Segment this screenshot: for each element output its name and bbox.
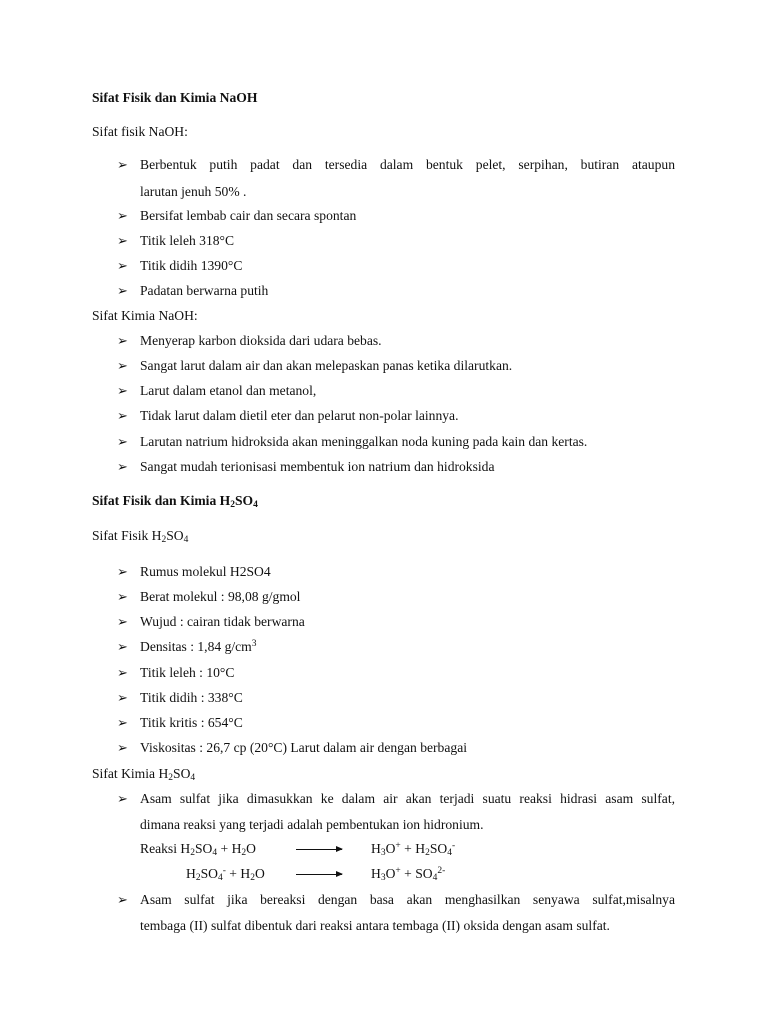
naoh-kimia-heading: Sifat Kimia NaOH: [92, 308, 198, 323]
naoh-title: Sifat Fisik dan Kimia NaOH [92, 90, 258, 105]
bullet-arrow-icon: ➢ [117, 715, 128, 730]
bullet-arrow-icon: ➢ [117, 233, 128, 248]
reaction-arrow-icon [296, 849, 342, 850]
bullet-arrow-icon: ➢ [117, 459, 128, 474]
list-item-text: Rumus molekul H2SO4 [140, 564, 271, 579]
bullet-arrow-icon: ➢ [117, 614, 128, 629]
list-item-text: Asam sulfat jika dimasukkan ke dalam air akan terjadi suatu reaksi hidrasi asam sulfat, [140, 791, 675, 806]
list-item-text: Bersifat lembab cair dan secara spontan [140, 208, 357, 223]
bullet-arrow-icon: ➢ [117, 740, 128, 755]
list-item-text: Wujud : cairan tidak berwarna [140, 614, 305, 629]
bullet-arrow-icon: ➢ [117, 665, 128, 680]
naoh-fisik-item-1 [117, 156, 675, 200]
h2so4-kimia-heading: Sifat Kimia $H_2SO_4$ [92, 766, 196, 783]
bullet-arrow-icon: ➢ [117, 208, 128, 223]
list-item-text: Berat molekul : 98,08 g/gmol [140, 589, 301, 604]
bullet-arrow-icon: ➢ [117, 639, 128, 654]
h2so4-kimia-item-2 [117, 891, 675, 935]
bullet-arrow-icon: ➢ [117, 358, 128, 373]
h2so4-fisik-heading: Sifat Fisik $H_2SO_4$ [92, 528, 189, 545]
reaction-arrow-icon [296, 874, 342, 875]
list-item-text: Sangat mudah terionisasi membentuk ion natrium dan hidroksida [140, 459, 495, 474]
reaction-1-reactants: Reaksi $H_2SO_4 + H_2O$ [140, 841, 256, 858]
list-item-text: Titik didih : 338°C [140, 690, 243, 705]
list-item-text: Densitas : 1,84 $g/cm^3$ [140, 639, 257, 654]
bullet-arrow-icon: ➢ [117, 333, 128, 348]
list-item-text-cont: dimana reaksi yang terjadi adalah pembentukan ion hidronium. [140, 817, 484, 832]
reaction-1-products: $H_3O^+ + H_2SO_4^-$ [371, 841, 456, 858]
list-item-text: Larut dalam etanol dan metanol, [140, 383, 317, 398]
bullet-arrow-icon: ➢ [117, 157, 128, 172]
bullet-arrow-icon: ➢ [117, 564, 128, 579]
list-item-text: Larutan natrium hidroksida akan meninggalkan noda kuning pada kain dan kertas. [140, 434, 588, 449]
list-item-text: Viskositas : 26,7 cp (20°C) Larut dalam air dengan berbagai [140, 740, 467, 755]
bullet-arrow-icon: ➢ [117, 589, 128, 604]
h2so4-kimia-item-1 [117, 790, 675, 834]
bullet-arrow-icon: ➢ [117, 690, 128, 705]
list-item-text: Tidak larut dalam dietil eter dan pelarut non-polar lainnya. [140, 408, 459, 423]
reaction-2-reactants: $H_2SO_4^- + H_2O$ [186, 866, 265, 883]
bullet-arrow-icon: ➢ [117, 258, 128, 273]
bullet-arrow-icon: ➢ [117, 892, 128, 907]
list-item-text: Menyerap karbon dioksida dari udara bebas. [140, 333, 382, 348]
naoh-fisik-heading: Sifat fisik NaOH: [92, 124, 188, 139]
list-item-text: Titik didih 1390°C [140, 258, 243, 273]
bullet-arrow-icon: ➢ [117, 383, 128, 398]
reaction-2-products: $H_3O^+ + SO_4^{2-}$ [371, 866, 446, 883]
bullet-arrow-icon: ➢ [117, 408, 128, 423]
bullet-arrow-icon: ➢ [117, 791, 128, 806]
list-item-text: Titik leleh : 10°C [140, 665, 235, 680]
list-item-text: Asam sulfat jika bereaksi dengan basa akan menghasilkan senyawa sulfat,misalnya [140, 892, 675, 907]
h2so4-title: Sifat Fisik dan Kimia $H_2SO_4$ [92, 493, 258, 510]
list-item-text-cont: larutan jenuh 50% . [140, 184, 247, 199]
list-item-text: Berbentuk putih padat dan tersedia dalam bentuk pelet, serpihan, butiran ataupun [140, 157, 675, 172]
list-item-text-cont: tembaga (II) sulfat dibentuk dari reaksi antara tembaga (II) oksida dengan asam sulfat. [140, 918, 610, 933]
bullet-arrow-icon: ➢ [117, 434, 128, 449]
bullet-arrow-icon: ➢ [117, 283, 128, 298]
list-item-text: Titik kritis : 654°C [140, 715, 243, 730]
list-item-text: Sangat larut dalam air dan akan melepaskan panas ketika dilarutkan. [140, 358, 513, 373]
list-item-text: Titik leleh 318°C [140, 233, 235, 248]
list-item-text: Padatan berwarna putih [140, 283, 269, 298]
